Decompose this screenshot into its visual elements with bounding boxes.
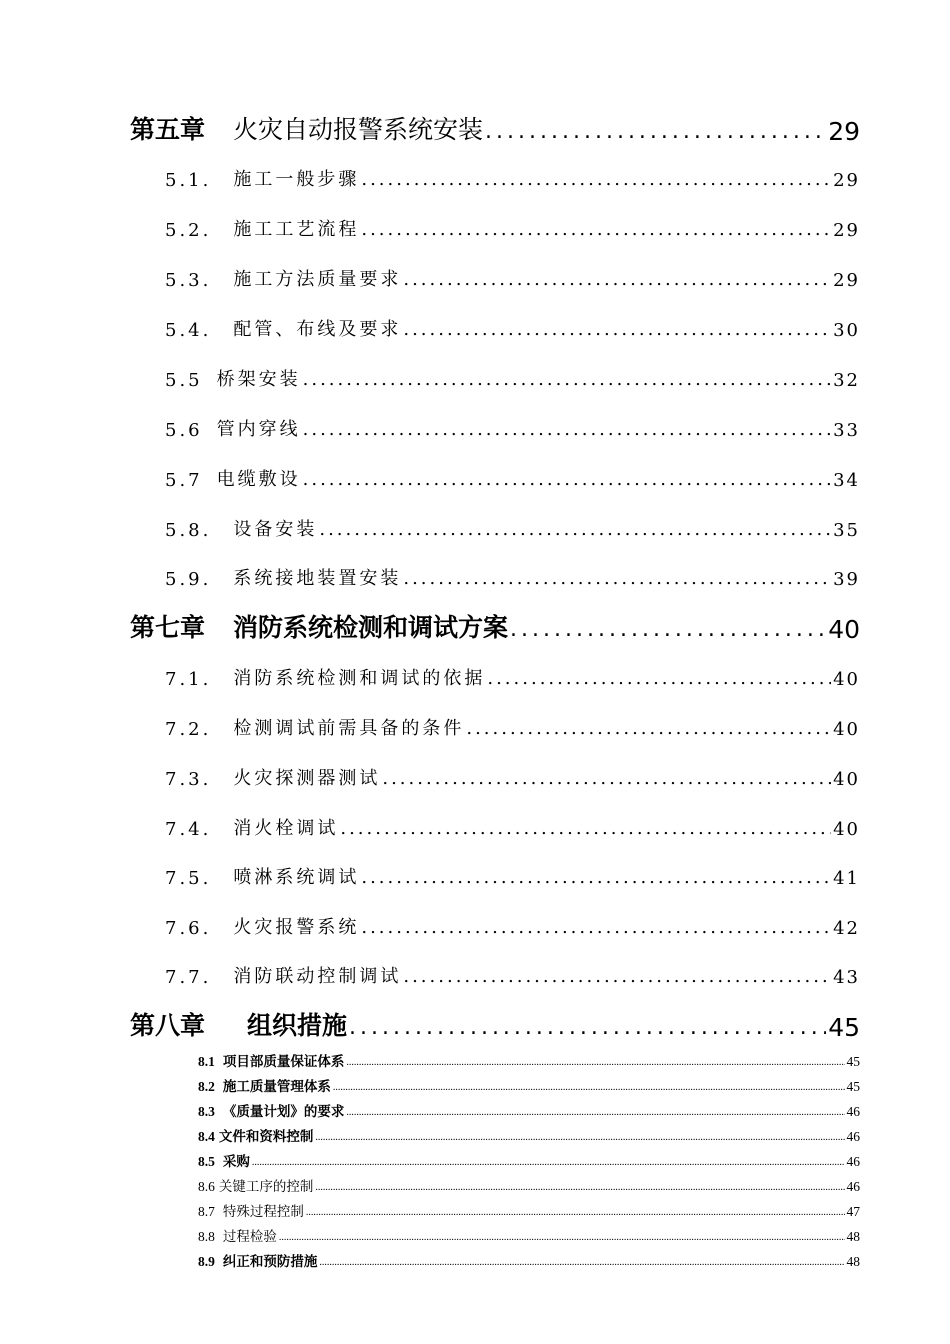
section-number: 8.7 (198, 1204, 215, 1219)
dot-leader (252, 1154, 845, 1170)
section-number: 5.4. (165, 320, 212, 341)
page-number: 33 (833, 420, 860, 441)
toc-section-7-4[interactable] (165, 814, 860, 840)
section-number: 7.6. (165, 918, 212, 939)
section-title: 过程检验 (222, 1229, 277, 1244)
section-title: 消防系统检测和调试的依据 (233, 668, 486, 689)
page-number: 42 (833, 918, 860, 939)
toc-section-5-9[interactable] (165, 564, 860, 590)
section-number: 7.1. (165, 669, 212, 690)
dot-leader (315, 1179, 844, 1195)
toc-section-5-3[interactable] (165, 265, 860, 291)
page-number: 34 (833, 470, 860, 491)
dot-leader (403, 267, 831, 291)
section-number: 5.1. (165, 170, 212, 191)
section-number: 5.8. (165, 520, 212, 541)
dot-leader (361, 865, 831, 889)
toc-section-7-3[interactable] (165, 764, 860, 790)
page-number: 46 (846, 1179, 860, 1194)
page-number: 29 (833, 220, 860, 241)
toc-chapter-7[interactable] (130, 610, 860, 644)
chapter-title: 火灾自动报警系统安装 (233, 115, 484, 144)
section-number: 8.5 (198, 1154, 215, 1169)
section-number: 5.5 (165, 370, 203, 391)
dot-leader (303, 367, 831, 391)
page-number: 29 (833, 270, 860, 291)
page-number: 35 (833, 520, 860, 541)
page-number: 40 (833, 669, 860, 690)
toc-section-8-2[interactable] (198, 1077, 860, 1095)
dot-leader (340, 816, 831, 840)
page-number: 30 (833, 320, 860, 341)
toc-section-8-9[interactable] (198, 1252, 860, 1270)
toc-section-5-6[interactable] (165, 415, 860, 441)
dot-leader (510, 614, 826, 644)
dot-leader (403, 964, 831, 988)
page-number: 45 (846, 1079, 860, 1094)
dot-leader (346, 1104, 844, 1120)
section-title: 消火栓调试 (233, 818, 339, 839)
section-title: 文件和资料控制 (218, 1129, 314, 1144)
dot-leader (303, 467, 831, 491)
toc-section-8-1[interactable] (198, 1052, 860, 1070)
dot-leader (303, 417, 831, 441)
dot-leader (319, 517, 831, 541)
toc-section-8-4[interactable] (198, 1127, 860, 1145)
section-title: 采购 (222, 1154, 250, 1169)
section-number: 5.6 (165, 420, 203, 441)
page-number: 46 (846, 1154, 860, 1169)
toc-section-5-1[interactable] (165, 165, 860, 191)
page-number: 46 (846, 1129, 860, 1144)
toc-section-7-2[interactable] (165, 714, 860, 740)
dot-leader (361, 915, 831, 939)
toc-section-7-5[interactable] (165, 863, 860, 889)
chapter-number: 第七章 (130, 613, 206, 642)
section-number: 5.7 (165, 470, 203, 491)
toc-section-7-1[interactable] (165, 664, 860, 690)
dot-leader (485, 116, 826, 146)
page-number: 32 (833, 370, 860, 391)
section-number: 8.3 (198, 1104, 215, 1119)
dot-leader (487, 666, 831, 690)
dot-leader (333, 1079, 845, 1095)
section-title: 检测调试前需具备的条件 (233, 718, 465, 739)
section-number: 8.1 (198, 1054, 215, 1069)
toc-section-8-3[interactable] (198, 1102, 860, 1120)
section-title: 喷淋系统调试 (233, 867, 360, 888)
dot-leader (279, 1229, 845, 1245)
toc-section-5-4[interactable] (165, 315, 860, 341)
section-number: 7.2. (165, 719, 212, 740)
toc-section-8-5[interactable] (198, 1152, 860, 1170)
dot-leader (361, 217, 831, 241)
section-title: 火灾探测器测试 (233, 768, 381, 789)
section-title: 施工工艺流程 (233, 219, 360, 240)
page-number: 39 (833, 569, 860, 590)
section-title: 设备安装 (233, 519, 318, 540)
section-number: 7.5. (165, 868, 212, 889)
chapter-number: 第五章 (130, 115, 206, 144)
toc-section-7-6[interactable] (165, 913, 860, 939)
section-number: 8.9 (198, 1254, 215, 1269)
toc-chapter-5[interactable] (130, 112, 860, 146)
dot-leader (382, 766, 831, 790)
page-number: 29 (828, 117, 860, 146)
section-title: 关键工序的控制 (218, 1179, 314, 1194)
chapter-number: 第八章 (130, 1011, 206, 1040)
page-number: 40 (828, 615, 860, 644)
page-number: 40 (833, 719, 860, 740)
toc-section-8-8[interactable] (198, 1227, 860, 1245)
page-number: 47 (846, 1204, 860, 1219)
section-title: 配管、布线及要求 (233, 319, 402, 340)
page-number: 29 (833, 170, 860, 191)
section-number: 8.4 (198, 1129, 215, 1144)
section-title: 纠正和预防措施 (222, 1254, 318, 1269)
page-number: 45 (846, 1054, 860, 1069)
section-title: 施工方法质量要求 (233, 269, 402, 290)
page-number: 40 (833, 819, 860, 840)
chapter-title: 组织措施 (247, 1011, 348, 1040)
section-number: 7.4. (165, 819, 212, 840)
page-number: 45 (828, 1013, 860, 1042)
toc-section-5-5[interactable] (165, 365, 860, 391)
section-title: 桥架安装 (216, 369, 301, 390)
section-title: 《质量计划》的要求 (222, 1104, 345, 1119)
toc-section-5-7[interactable] (165, 465, 860, 491)
dot-leader (306, 1204, 845, 1220)
section-title: 系统接地装置安装 (233, 568, 402, 589)
page-number: 46 (846, 1104, 860, 1119)
section-title: 消防联动控制调试 (233, 966, 402, 987)
page-number: 48 (846, 1229, 860, 1244)
section-number: 8.6 (198, 1179, 215, 1194)
dot-leader (361, 167, 831, 191)
dot-leader (403, 317, 831, 341)
dot-leader (319, 1254, 844, 1270)
dot-leader (315, 1129, 844, 1145)
dot-leader (403, 566, 831, 590)
page-number: 48 (846, 1254, 860, 1269)
section-number: 5.9. (165, 569, 212, 590)
section-number: 8.2 (198, 1079, 215, 1094)
toc-section-5-8[interactable] (165, 515, 860, 541)
section-number: 7.3. (165, 769, 212, 790)
section-title: 特殊过程控制 (222, 1204, 304, 1219)
section-title: 项目部质量保证体系 (222, 1054, 345, 1069)
dot-leader (346, 1054, 844, 1070)
toc-section-5-2[interactable] (165, 215, 860, 241)
section-number: 7.7. (165, 967, 212, 988)
page-number: 43 (833, 967, 860, 988)
toc-section-8-7[interactable] (198, 1202, 860, 1220)
section-title: 管内穿线 (216, 419, 301, 440)
chapter-title: 消防系统检测和调试方案 (233, 613, 509, 642)
section-title: 电缆敷设 (216, 469, 301, 490)
section-title: 施工一般步骤 (233, 169, 360, 190)
section-number: 5.3. (165, 270, 212, 291)
toc-chapter-8[interactable] (130, 1008, 860, 1042)
section-title: 施工质量管理体系 (222, 1079, 331, 1094)
dot-leader (349, 1012, 826, 1042)
page-number: 41 (833, 868, 860, 889)
toc-section-7-7[interactable] (165, 962, 860, 988)
page-number: 40 (833, 769, 860, 790)
dot-leader (466, 716, 831, 740)
toc-section-8-6[interactable] (198, 1177, 860, 1195)
section-title: 火灾报警系统 (233, 917, 360, 938)
section-number: 5.2. (165, 220, 212, 241)
section-number: 8.8 (198, 1229, 215, 1244)
